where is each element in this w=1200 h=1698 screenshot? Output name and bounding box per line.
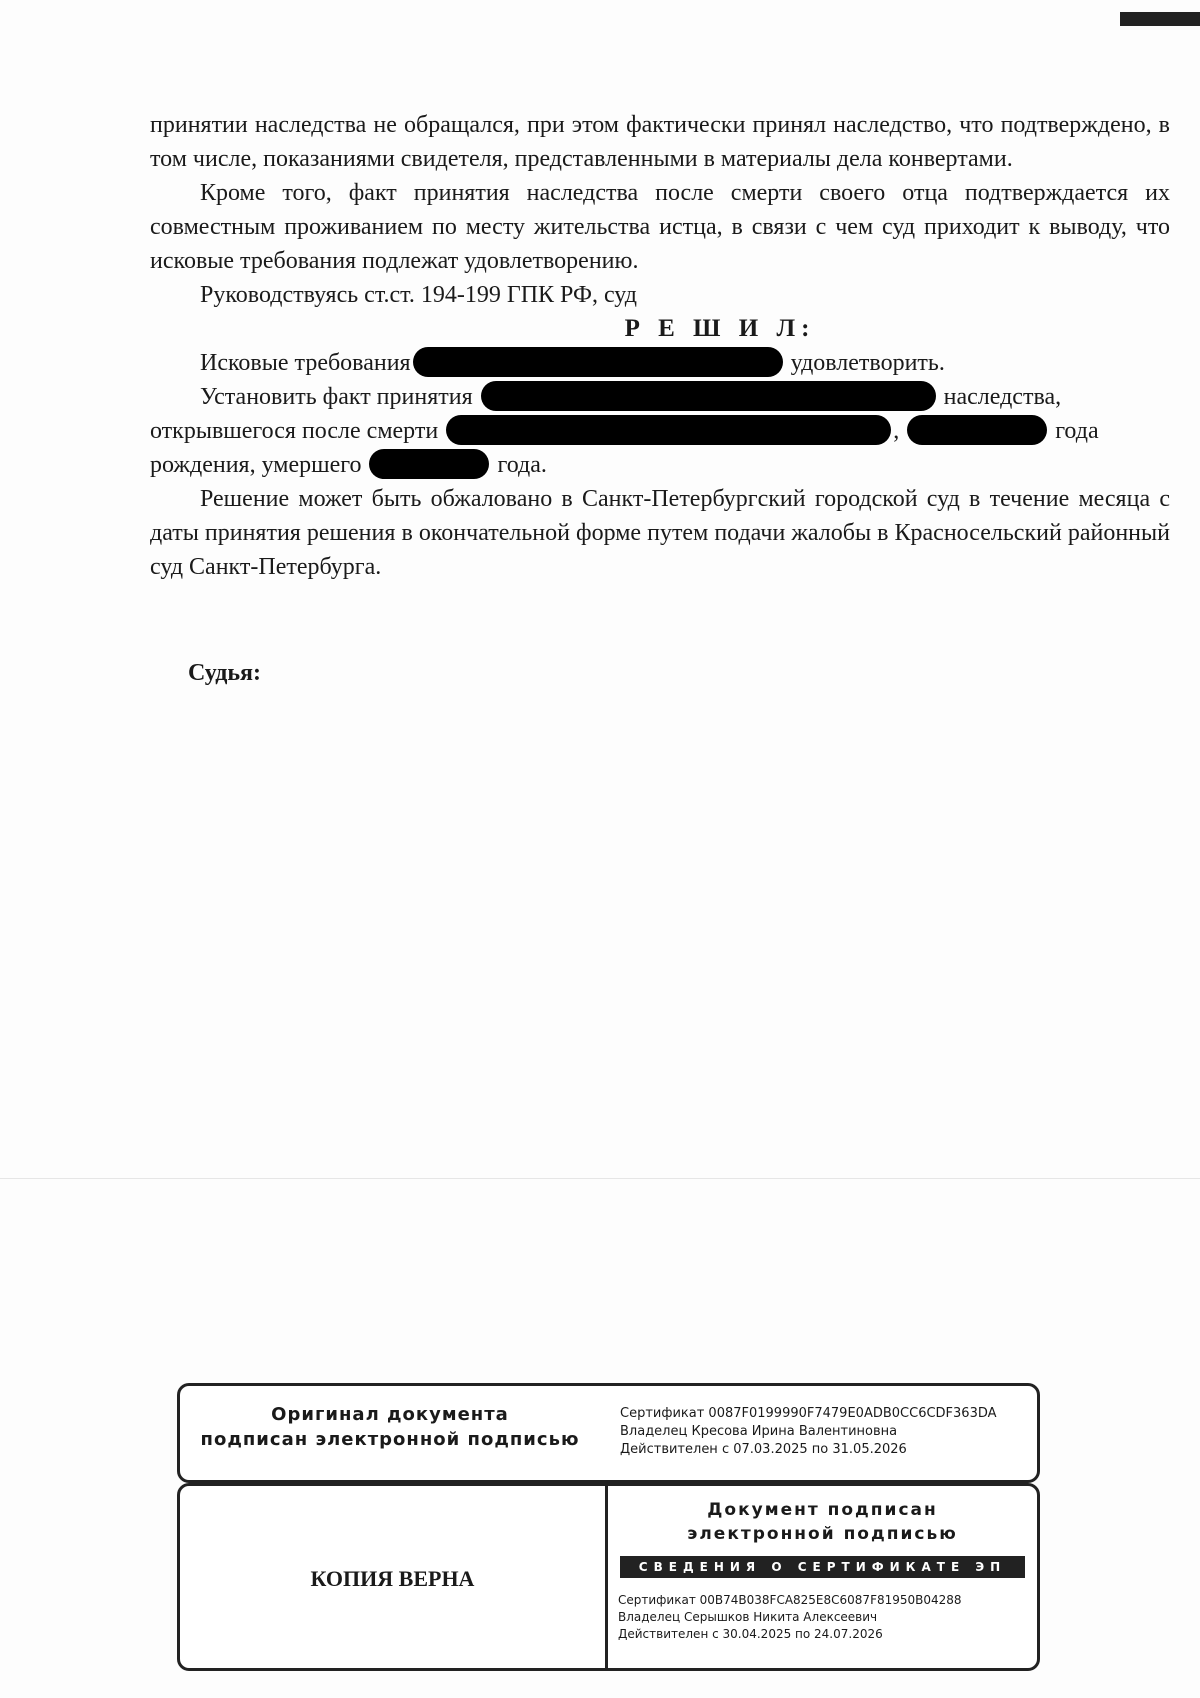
original-stamp-title [180,1402,600,1452]
redaction-heir [481,381,936,411]
decision-after-death-label: открывшегося после смерти [150,418,439,444]
decision-line-3 [150,414,1170,448]
original-stamp-title-line2: подписан электронной подписью [200,1429,580,1450]
redaction-plaintiff [413,347,783,377]
decision-year-label: года [1055,418,1099,444]
paragraph-inheritance: принятии наследства не обращался, при этом фактически принял наследство, что подтверждено, в том числе, показаниями свидетеля, представленными в материалы дела конвертами. [150,112,1170,172]
copy-certified-stamp [177,1483,1040,1671]
decision-establish-label: Установить факт принятия [200,384,473,410]
redaction-death-date [369,449,489,479]
corner-mark [1120,12,1200,26]
decision-year-end-label: года. [497,452,547,478]
copy-stamp-signature-block [608,1486,1037,1643]
original-stamp-title-line1: Оригинал документа [271,1404,509,1425]
paragraph-guided-by: Руководствуясь ст.ст. 194-199 ГПК РФ, суд [200,282,637,308]
paragraph-appeal: Решение может быть обжаловано в Санкт-Петербургский городской суд в течение месяца с даты принятия решения в окончательной форме путем подачи жалобы в Красносельский районный суд Санкт-Петербурга. [150,486,1170,580]
decision-satisfy-label: удовлетворить. [790,350,945,376]
paper-fold-line [0,1178,1200,1179]
copy-certificate-validity: Действителен с 30.04.2025 по 24.07.2026 [618,1627,883,1641]
decision-inheritance-label: наследства, [943,384,1062,410]
original-certificate-owner: Владелец Кресова Ирина Валентиновна [620,1424,898,1439]
copy-stamp-title [608,1498,1037,1546]
decision-line-2 [150,380,1170,414]
copy-stamp-title-line2: электронной подписью [687,1524,958,1544]
judge-label: Судья: [188,660,262,686]
copy-stamp-title-line1: Документ подписан [707,1500,938,1520]
paragraph-cohabitation: Кроме того, факт принятия наследства после смерти своего отца подтверждается их совместным проживанием по месту жительства истца, в связи с чем суд приходит к выводу, что исковые требования подлежат удовлетворению. [150,180,1170,274]
decision-line-4 [150,448,1170,482]
original-certificate-number: Сертификат 0087F0199990F7479E0ADB0CC6CDF363DA [620,1406,997,1421]
copy-certificate-owner: Владелец Серышков Никита Алексеевич [618,1610,878,1624]
original-signature-stamp [177,1383,1040,1483]
decision-birth-died-label: рождения, умершего [150,452,362,478]
decision-claims-label: Исковые требования [200,350,411,376]
redaction-deceased [446,415,891,445]
redaction-birth-date [907,415,1047,445]
copy-verified-label: КОПИЯ ВЕРНА [310,1566,475,1591]
document-body [150,108,1170,584]
decision-line-1 [150,346,1170,380]
verdict-heading: Р Е Ш И Л: [624,315,816,342]
decision-comma: , [893,418,900,444]
copy-certificate-number: Сертификат 00B74B038FCA825E8C6087F81950B04288 [618,1593,962,1607]
original-stamp-cert-info [620,1405,1020,1459]
certificate-info-bar: СВЕДЕНИЯ О СЕРТИФИКАТЕ ЭП [620,1556,1025,1578]
original-certificate-validity: Действителен с 07.03.2025 по 31.05.2026 [620,1442,907,1457]
copy-stamp-cert-info [618,1592,1037,1643]
